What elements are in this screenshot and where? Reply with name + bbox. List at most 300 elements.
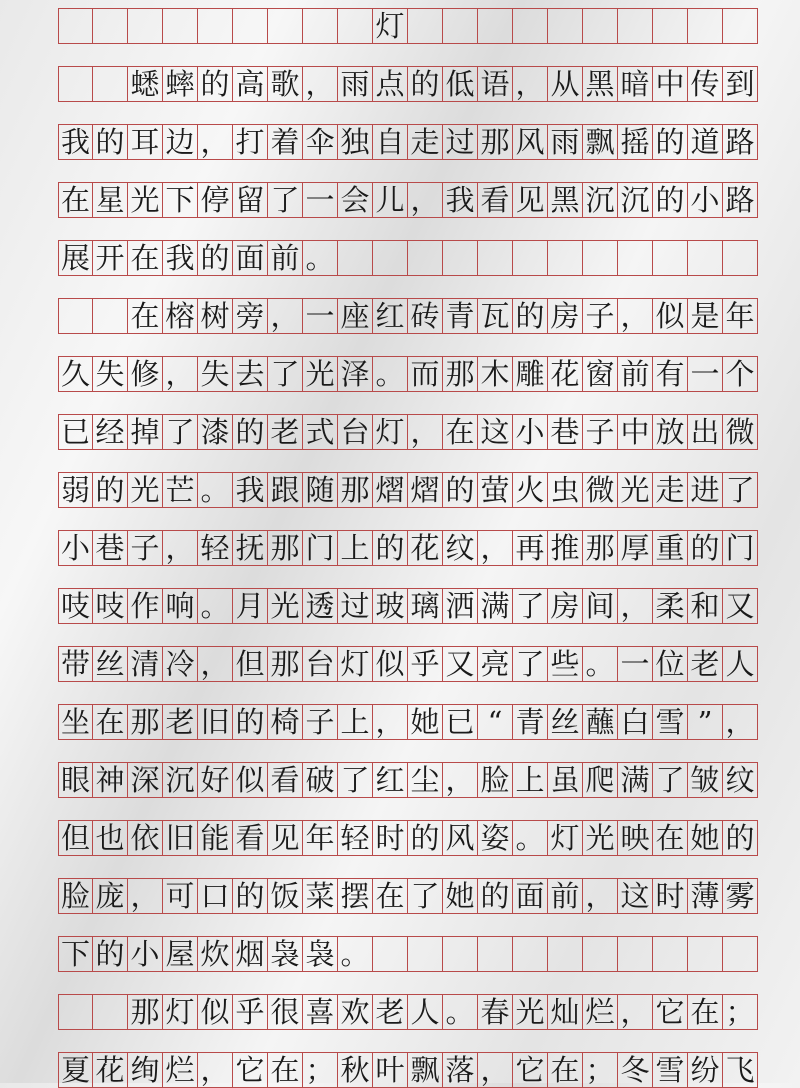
grid-cell [373,240,408,276]
handwritten-char: 老 [373,994,408,1030]
handwritten-char: 下 [58,936,93,972]
handwritten-char: 的 [233,878,268,914]
handwritten-char: 飘 [583,124,618,160]
handwritten-char: “ [478,704,513,740]
handwritten-char: 好 [198,762,233,798]
grid-cell [618,240,653,276]
handwritten-char: 。 [198,472,233,508]
handwritten-char: 小 [128,936,163,972]
manuscript-row [58,182,758,218]
grid-cell [478,240,513,276]
essay-title: 灯 [373,8,408,44]
handwritten-char: 房 [548,298,583,334]
handwritten-char: 展 [58,240,93,276]
handwritten-char: 子 [303,704,338,740]
handwritten-char: 厚 [618,530,653,566]
handwritten-char: 雨 [548,124,583,160]
handwritten-char: 上 [338,530,373,566]
handwritten-char: 雨 [338,66,373,102]
handwritten-char: 皱 [688,762,723,798]
handwritten-char: 子 [128,530,163,566]
handwritten-char: 夏 [58,1052,93,1088]
handwritten-char: 个 [723,356,758,392]
handwritten-char: 那 [478,124,513,160]
grid-cell [583,8,618,44]
handwritten-char: 小 [688,182,723,218]
handwritten-char: 洒 [443,588,478,624]
handwritten-char: ， [408,414,443,450]
handwritten-char: 独 [338,124,373,160]
handwritten-char: 星 [93,182,128,218]
handwritten-char: 花 [548,356,583,392]
handwritten-char: 式 [303,414,338,450]
handwritten-char: 泽 [338,356,373,392]
handwritten-char: 房 [548,588,583,624]
handwritten-char: 修 [128,356,163,392]
handwritten-char: ， [268,298,303,334]
handwritten-char: 上 [513,762,548,798]
manuscript-row [58,124,758,160]
handwritten-char: 烂 [163,1052,198,1088]
grid-cell [443,240,478,276]
handwritten-char: ； [723,994,758,1030]
handwritten-char: 飘 [408,1052,443,1088]
grid-cell [513,240,548,276]
handwritten-char: ” [688,704,723,740]
handwritten-char: 飞 [723,1052,758,1088]
handwritten-char: 子 [583,414,618,450]
handwritten-char: 上 [338,704,373,740]
handwritten-char: 我 [233,472,268,508]
handwritten-char: 重 [653,530,688,566]
grid-cell [723,240,758,276]
grid-cell [93,994,128,1030]
handwritten-char: 神 [93,762,128,798]
handwritten-char: 间 [583,588,618,624]
handwritten-char: 看 [268,762,303,798]
handwritten-char: 久 [58,356,93,392]
grid-cell [443,8,478,44]
grid-cell [548,8,583,44]
grid-cell [268,8,303,44]
handwritten-char: 那 [128,994,163,1030]
handwritten-char: 它 [653,994,688,1030]
handwritten-char: 似 [198,994,233,1030]
handwritten-char: ， [408,182,443,218]
handwritten-char: 老 [688,646,723,682]
handwritten-char: 砖 [408,298,443,334]
handwritten-char: 映 [618,820,653,856]
handwritten-char: 抚 [233,530,268,566]
handwritten-char: 树 [198,298,233,334]
handwritten-char: 人 [408,994,443,1030]
handwritten-char: 摆 [338,878,373,914]
handwritten-char: 。 [198,588,233,624]
handwritten-char: 她 [443,878,478,914]
handwritten-char: 沉 [618,182,653,218]
handwritten-char: 脸 [478,762,513,798]
handwritten-char: 那 [443,356,478,392]
handwritten-char: 这 [618,878,653,914]
handwritten-char: 的 [408,66,443,102]
handwritten-char: 门 [303,530,338,566]
handwritten-char: 榕 [163,298,198,334]
handwritten-char: 芒 [163,472,198,508]
handwritten-char: 的 [478,878,513,914]
grid-cell [688,240,723,276]
handwritten-char: 的 [653,182,688,218]
manuscript-row [58,472,758,508]
handwritten-char: 有 [653,356,688,392]
handwritten-char: 着 [268,124,303,160]
handwritten-char: ； [583,1052,618,1088]
handwritten-char: 屋 [163,936,198,972]
handwritten-char: 语 [478,66,513,102]
handwritten-char: 而 [408,356,443,392]
handwritten-char: 璃 [408,588,443,624]
grid-cell [548,936,583,972]
handwritten-char: 雪 [653,1052,688,1088]
handwritten-char: 旧 [198,704,233,740]
handwritten-char: 小 [513,414,548,450]
handwritten-char: 乎 [233,994,268,1030]
handwritten-char: 出 [688,414,723,450]
handwritten-char: 椅 [268,704,303,740]
handwritten-char: 光 [303,356,338,392]
grid-cell [653,936,688,972]
grid-cell [93,298,128,334]
handwritten-char: 丝 [93,646,128,682]
grid-cell [583,936,618,972]
handwritten-char: 见 [513,182,548,218]
handwritten-char: 漆 [198,414,233,450]
grid-cell [373,936,408,972]
handwritten-char: 窗 [583,356,618,392]
handwritten-char: ， [478,530,513,566]
handwritten-char: 那 [338,472,373,508]
handwritten-char: 人 [723,646,758,682]
handwritten-char: ， [513,66,548,102]
handwritten-char: 红 [373,762,408,798]
manuscript-row [58,356,758,392]
handwritten-char: 雕 [513,356,548,392]
handwritten-char: 似 [373,646,408,682]
manuscript-row [58,588,758,624]
handwritten-char: 瓦 [478,298,513,334]
handwritten-char: 了 [513,588,548,624]
handwritten-char: 花 [93,1052,128,1088]
handwritten-char: 她 [688,820,723,856]
grid-cell [408,240,443,276]
handwritten-char: 歌 [268,66,303,102]
manuscript-row [58,530,758,566]
handwritten-char: 的 [408,820,443,856]
handwritten-char: 打 [233,124,268,160]
handwritten-char: 台 [303,646,338,682]
handwritten-char: 的 [233,414,268,450]
handwritten-char: 路 [723,124,758,160]
handwritten-char: 在 [688,994,723,1030]
handwritten-char: 雪 [653,704,688,740]
manuscript-row [58,66,758,102]
handwritten-char: 台 [338,414,373,450]
handwritten-char: 依 [128,820,163,856]
handwritten-char: 去 [233,356,268,392]
handwritten-char: ， [163,356,198,392]
manuscript-row [58,646,758,682]
handwritten-char: 中 [618,414,653,450]
handwritten-char: 坐 [58,704,93,740]
handwritten-char: 留 [233,182,268,218]
handwritten-char: 巷 [548,414,583,450]
handwritten-char: 了 [268,356,303,392]
grid-cell [338,240,373,276]
handwritten-char: 。 [513,820,548,856]
handwritten-char: ， [198,124,233,160]
handwritten-char: 了 [513,646,548,682]
handwritten-char: 破 [303,762,338,798]
grid-cell [93,66,128,102]
handwritten-char: ， [373,704,408,740]
handwritten-char: 蟋 [128,66,163,102]
title-row [58,8,758,44]
handwritten-char: 的 [723,820,758,856]
handwritten-char: 微 [723,414,758,450]
handwritten-char: 月 [233,588,268,624]
handwritten-char: 在 [653,820,688,856]
handwritten-char: 耳 [128,124,163,160]
handwritten-char: 火 [513,472,548,508]
handwritten-char: 亮 [478,646,513,682]
handwritten-char: 经 [93,414,128,450]
handwritten-char: 能 [198,820,233,856]
handwritten-char: 从 [548,66,583,102]
handwritten-char: 过 [338,588,373,624]
handwritten-char: 跟 [268,472,303,508]
handwritten-char: 透 [303,588,338,624]
handwritten-char: 蟀 [163,66,198,102]
handwritten-char: 炊 [198,936,233,972]
handwritten-char: 青 [513,704,548,740]
handwritten-char: 也 [93,820,128,856]
grid-cell [93,8,128,44]
grid-cell [478,8,513,44]
handwritten-char: 纹 [723,762,758,798]
manuscript-row [58,878,758,914]
handwritten-char: 柔 [653,588,688,624]
handwritten-char: 失 [198,356,233,392]
grid-cell [513,8,548,44]
handwritten-char: 的 [688,530,723,566]
handwritten-char: 。 [338,936,373,972]
handwritten-char: 。 [303,240,338,276]
handwritten-char: 雾 [723,878,758,914]
grid-cell [583,240,618,276]
handwritten-char: 面 [233,240,268,276]
handwritten-char: 灯 [338,646,373,682]
handwritten-char: 一 [688,356,723,392]
handwritten-char: 老 [268,414,303,450]
handwritten-char: ， [618,588,653,624]
handwritten-char: 的 [93,124,128,160]
handwritten-char: 放 [653,414,688,450]
grid-cell [303,8,338,44]
handwritten-char: 轻 [338,820,373,856]
handwritten-char: 摇 [618,124,653,160]
handwritten-char: 灯 [373,414,408,450]
handwritten-char: 风 [513,124,548,160]
grid-cell [653,8,688,44]
handwritten-char: 走 [653,472,688,508]
handwritten-char: 它 [513,1052,548,1088]
handwritten-char: 高 [233,66,268,102]
handwritten-char: 一 [303,298,338,334]
handwritten-char: 秋 [338,1052,373,1088]
handwritten-char: 失 [93,356,128,392]
handwritten-char: ， [163,530,198,566]
handwritten-char: 乎 [408,646,443,682]
handwritten-char: ， [303,66,338,102]
grid-cell [723,936,758,972]
handwritten-char: 一 [618,646,653,682]
manuscript-row [58,298,758,334]
handwritten-char: 看 [233,820,268,856]
handwritten-char: 似 [653,298,688,334]
handwritten-char: 光 [268,588,303,624]
handwritten-char: 它 [233,1052,268,1088]
handwritten-char: 和 [688,588,723,624]
handwritten-char: 尘 [408,762,443,798]
handwritten-char: 的 [198,66,233,102]
handwritten-char: 到 [723,66,758,102]
handwritten-char: 薄 [688,878,723,914]
handwritten-char: 满 [618,762,653,798]
handwritten-char: 眼 [58,762,93,798]
handwritten-char: 欢 [338,994,373,1030]
grid-cell [58,66,93,102]
handwritten-char: ， [128,878,163,914]
handwritten-char: 一 [303,182,338,218]
handwritten-char: 掉 [128,414,163,450]
handwritten-char: 袅 [303,936,338,972]
handwritten-char: 推 [548,530,583,566]
handwritten-char: 微 [583,472,618,508]
handwritten-char: 暗 [618,66,653,102]
handwritten-char: 我 [163,240,198,276]
handwritten-char: 响 [163,588,198,624]
handwritten-char: 已 [443,704,478,740]
handwritten-char: 的 [93,472,128,508]
handwritten-char: 蘸 [583,704,618,740]
handwritten-char: 爬 [583,762,618,798]
handwritten-char: 但 [233,646,268,682]
handwritten-char: 光 [128,472,163,508]
handwritten-char: 的 [653,124,688,160]
handwritten-char: 黑 [548,182,583,218]
handwritten-char: 可 [163,878,198,914]
handwritten-char: 旁 [233,298,268,334]
handwritten-char: 吱 [93,588,128,624]
handwritten-char: 在 [128,298,163,334]
handwritten-char: 袅 [268,936,303,972]
grid-cell [618,936,653,972]
handwritten-char: 灿 [548,994,583,1030]
grid-cell [443,936,478,972]
handwritten-char: 年 [303,820,338,856]
handwritten-char: 下 [163,182,198,218]
handwritten-char: 点 [373,66,408,102]
grid-cell [688,8,723,44]
grid-cell [688,936,723,972]
manuscript-row [58,994,758,1030]
handwritten-char: 沉 [163,762,198,798]
handwritten-char: 纷 [688,1052,723,1088]
handwritten-char: 似 [233,762,268,798]
handwritten-char: 光 [513,994,548,1030]
grid-cell [618,8,653,44]
handwritten-char: 在 [58,182,93,218]
handwritten-char: 玻 [373,588,408,624]
handwritten-char: 作 [128,588,163,624]
handwritten-char: 的 [198,240,233,276]
handwritten-char: 这 [478,414,513,450]
handwritten-char: 子 [583,298,618,334]
handwritten-char: 前 [548,878,583,914]
handwritten-char: 菜 [303,878,338,914]
grid-cell [513,936,548,972]
handwritten-char: 见 [268,820,303,856]
handwritten-char: 老 [163,704,198,740]
handwritten-char: ， [198,1052,233,1088]
handwritten-char: 红 [373,298,408,334]
handwritten-char: 前 [268,240,303,276]
handwritten-char: 光 [583,820,618,856]
handwritten-char: 是 [688,298,723,334]
handwritten-char: ， [618,994,653,1030]
handwritten-char: 面 [513,878,548,914]
grid-cell [338,8,373,44]
grid-cell [128,8,163,44]
handwritten-char: 道 [688,124,723,160]
handwritten-char: 满 [478,588,513,624]
handwritten-char: ， [618,298,653,334]
handwritten-char: 低 [443,66,478,102]
manuscript-row [58,762,758,798]
grid-cell [478,936,513,972]
handwritten-char: 光 [128,182,163,218]
grid-cell [58,994,93,1030]
handwritten-char: 的 [513,298,548,334]
handwritten-char: 自 [373,124,408,160]
grid-cell [58,8,93,44]
handwritten-char: 开 [93,240,128,276]
grid-cell [408,8,443,44]
handwritten-char: 路 [723,182,758,218]
handwritten-char: 冷 [163,646,198,682]
handwritten-char: 些 [548,646,583,682]
handwritten-char: 喜 [303,994,338,1030]
handwritten-char: 沉 [583,182,618,218]
handwritten-char: 那 [268,646,303,682]
handwritten-char: 前 [618,356,653,392]
handwritten-char: 的 [373,530,408,566]
grid-cell [233,8,268,44]
handwritten-char: 深 [128,762,163,798]
handwritten-char: 的 [443,472,478,508]
handwritten-char: 座 [338,298,373,334]
manuscript-row [58,704,758,740]
handwritten-char: 的 [233,704,268,740]
